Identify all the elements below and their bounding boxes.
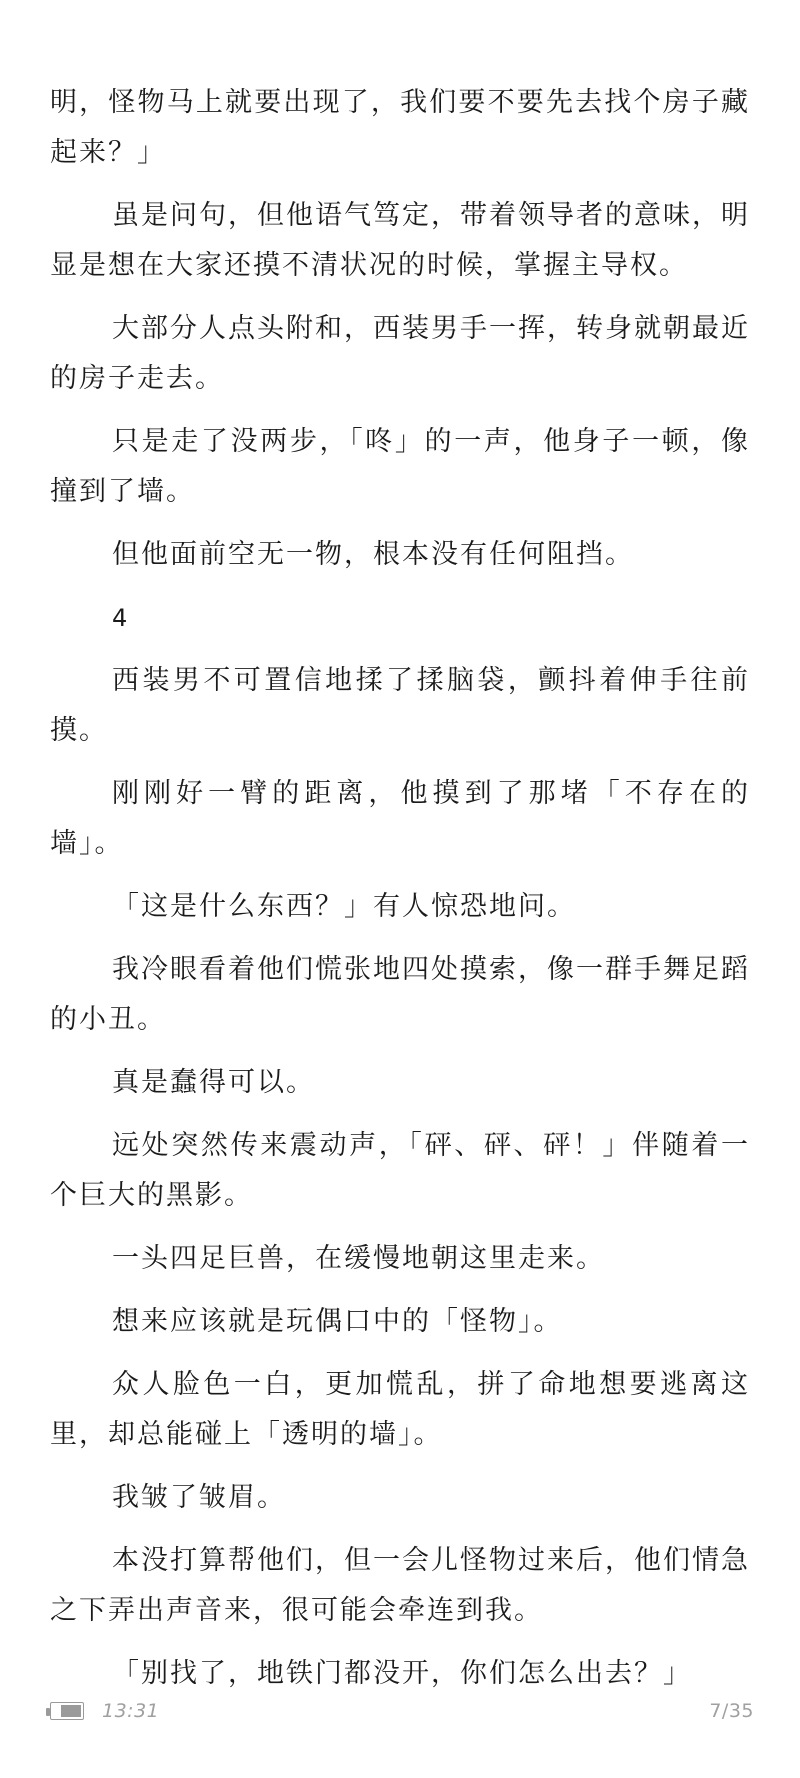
paragraph-9: 「这是什么东西？」有人惊恐地问。 xyxy=(112,891,576,922)
paragraph-3: 大部分人点头附和，西装男手一挥，转身就朝最近的房子走去。 xyxy=(50,313,750,394)
paragraph-7: 西装男不可置信地揉了揉脑袋，颤抖着伸手往前摸。 xyxy=(50,665,750,746)
paragraph-10: 我冷眼看着他们慌张地四处摸索，像一群手舞足蹈的小丑。 xyxy=(50,954,750,1035)
paragraph-4: 只是走了没两步，「咚」的一声，他身子一顿，像撞到了墙。 xyxy=(50,426,750,507)
battery-icon xyxy=(46,1702,86,1722)
page-indicator: 7/35 xyxy=(709,1700,754,1722)
paragraph-18: 「别找了，地铁门都没开，你们怎么出去？」 xyxy=(112,1658,692,1689)
paragraph-12: 远处突然传来震动声，「砰、砰、砰！」伴随着一个巨大的黑影。 xyxy=(50,1130,750,1211)
paragraph-5: 但他面前空无一物，根本没有任何阻挡。 xyxy=(112,539,634,570)
paragraph-17: 本没打算帮他们，但一会儿怪物过来后，他们情急之下弄出声音来，很可能会牵连到我。 xyxy=(50,1545,750,1626)
chapter-text xyxy=(50,78,750,1712)
paragraph-11: 真是蠢得可以。 xyxy=(112,1067,315,1098)
paragraph-1: 明，怪物马上就要出现了，我们要不要先去找个房子藏起来？」 xyxy=(50,87,750,168)
paragraph-2: 虽是问句，但他语气笃定，带着领导者的意味，明显是想在大家还摸不清状况的时候，掌握主导权。 xyxy=(50,200,750,281)
paragraph-16: 我皱了皱眉。 xyxy=(112,1482,286,1513)
paragraph-13: 一头四足巨兽，在缓慢地朝这里走来。 xyxy=(112,1243,605,1274)
paragraph-8: 刚刚好一臂的距离，他摸到了那堵「不存在的墙」。 xyxy=(50,778,750,859)
battery-fill xyxy=(61,1705,81,1717)
paragraph-15: 众人脸色一白，更加慌乱，拼了命地想要逃离这里，却总能碰上「透明的墙」。 xyxy=(50,1369,750,1450)
section-number: 4 xyxy=(112,604,130,632)
battery-body xyxy=(50,1702,84,1720)
paragraph-14: 想来应该就是玩偶口中的「怪物」。 xyxy=(112,1306,563,1337)
clock-time: 13:31 xyxy=(102,1700,160,1722)
